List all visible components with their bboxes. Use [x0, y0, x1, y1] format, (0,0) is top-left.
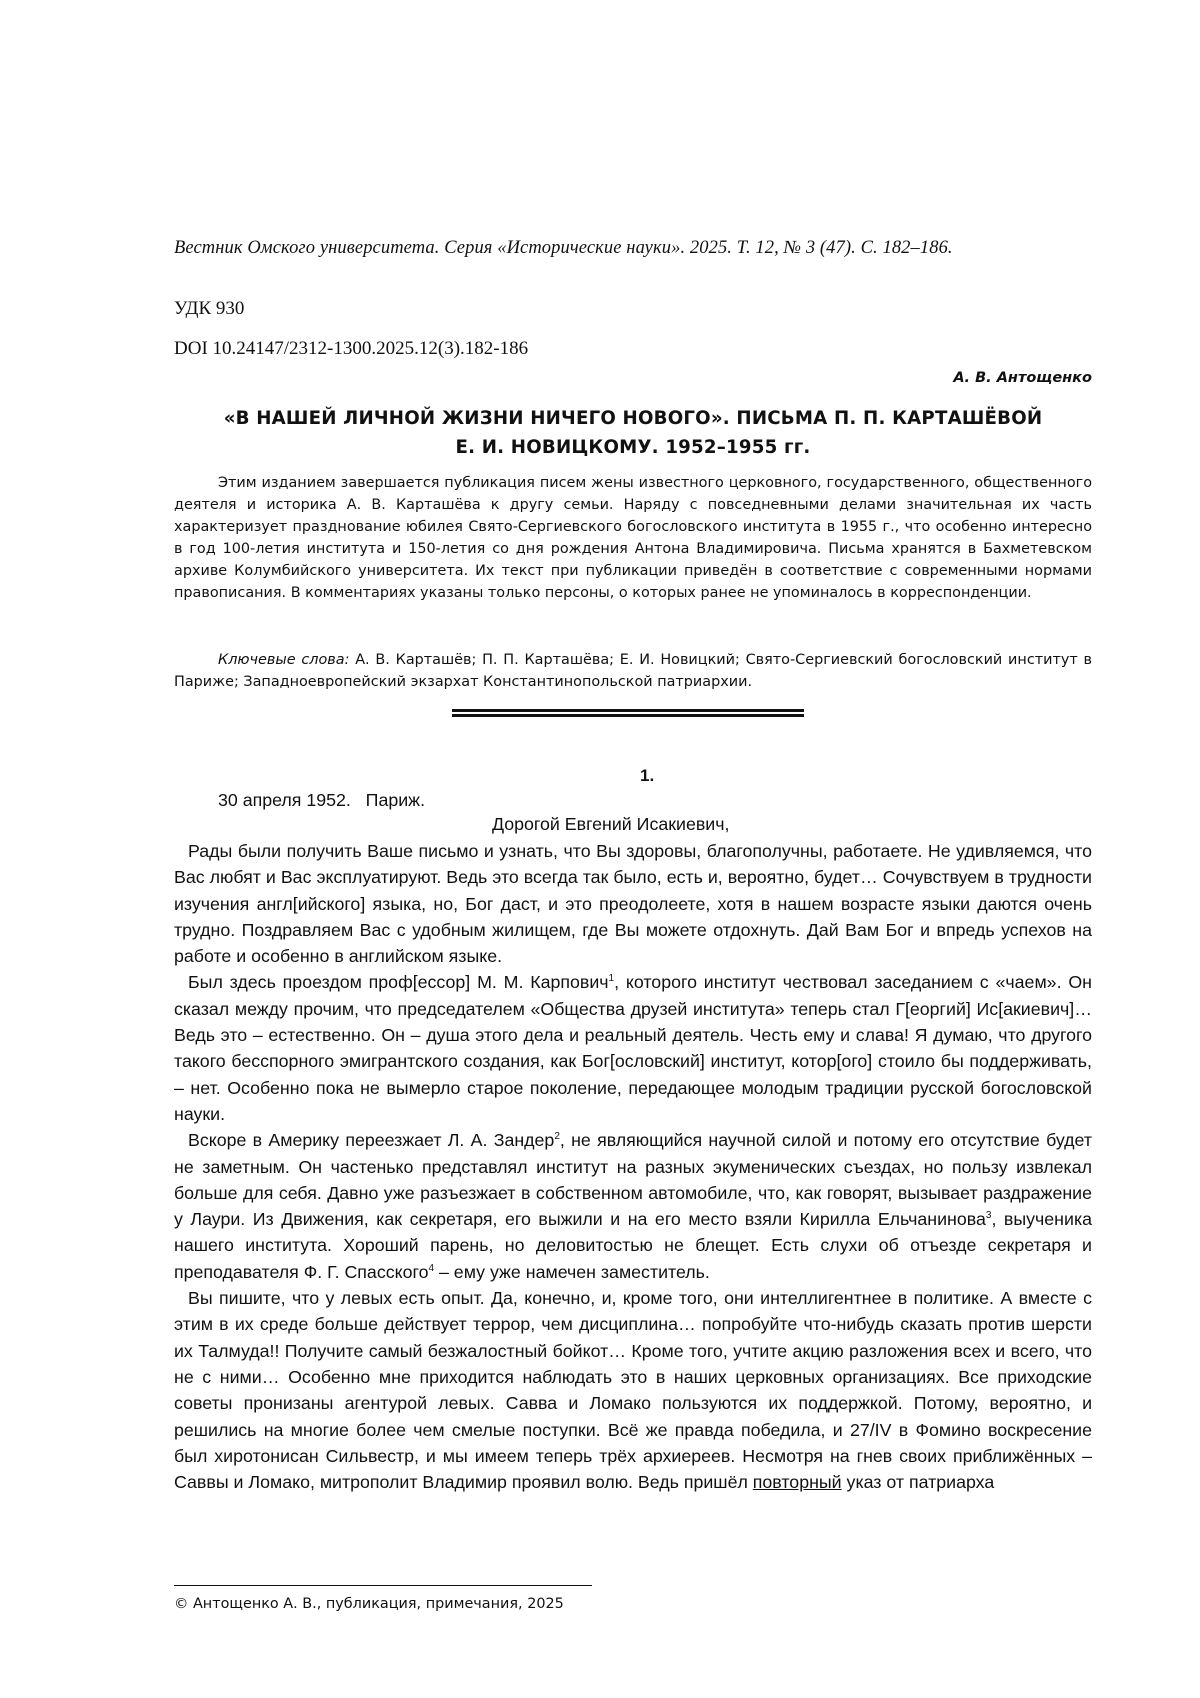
letter-paragraph: Рады были получить Ваше письмо и узнать, что Вы здоровы, благополучны, работаете. Не удивляемся, что Вас любят и Вас эксплуатируют. Ведь это всегда так было, есть и, вероятно, будет… Сочувствуем в трудности изучения англ[ийского] языка, но, Бог даст, и это преодолеете, хотя в нашем возрасте языки даются очень трудно. Поздравляем Вас с удобным жилищем, где Вы можете отдохнуть. Дай Вам Бог и впредь успехов на работе и особенно в английском языке.	[174, 841, 1092, 967]
footnote-ref: 2	[554, 1131, 560, 1143]
keywords	[174, 649, 1092, 693]
footnote-ref: 3	[985, 1210, 992, 1222]
title-line-2: Е. И. НОВИЦКОМУ. 1952–1955 гг.	[455, 437, 811, 458]
journal-citation: Вестник Омского университета. Серия «Исторические науки». 2025. Т. 12, № 3 (47). С. 182–186.	[174, 238, 953, 258]
doi: DOI 10.24147/2312-1300.2025.12(3).182-186	[174, 338, 529, 359]
section-divider	[452, 709, 804, 717]
footnote-ref: 1	[608, 973, 615, 985]
letter-number: 1.	[640, 766, 655, 785]
keywords-list: А. В. Карташёв; П. П. Карташёва; Е. И. Новицкий; Свято-Сергиевский богословский институт в Париже; Западноевропейский экзархат Константинопольской патриархии.	[174, 652, 1092, 690]
underlined-word: повторный	[752, 1472, 842, 1493]
title-line-1: «В НАШЕЙ ЛИЧНОЙ ЖИЗНИ НИЧЕГО НОВОГО». ПИСЬМА П. П. КАРТАШЁВОЙ	[223, 408, 1043, 429]
udk-code: УДК 930	[174, 298, 245, 319]
letter-greeting: Дорогой Евгений Исакиевич,	[492, 814, 730, 834]
letter-body	[174, 838, 1092, 1495]
abstract: Этим изданием завершается публикация писем жены известного церковного, государственного, общественного деятеля и историка А. В. Карташёва к другу семьи. Наряду с повседневными делами значительная их часть характеризует празднование юбилея Свято-Сергиевского богословского института в 1955 г., что особенно интересно в год 100-летия института и 150-летия со дня рождения Антона Владимировича. Письма хранятся в Бахметевском архиве Колумбийского университета. Их текст при публикации приведён в соответствие с современными нормами правописания. В комментариях указаны только персоны, о которых ранее не упоминалось в корреспонденции.	[174, 475, 1092, 601]
letter-paragraph: Был здесь проездом проф[ессор] М. М. Карпович$^1$, которого институт чествовал заседанием с «чаем». Он сказал между прочим, что председателем «Общества друзей института» теперь стал Г[еоргий] Ис[акиевич]… Ведь это – естественно. Он – душа этого дела и реальный деятель. Честь ему и слава! Я думаю, что другого такого бесспорного эмигрантского создания, как Бог[ословский] институт, котор[ого] стоило бы поддерживать, – нет. Особенно пока не вымерло старое поколение, передающее молодым традиции русской богословской науки.	[174, 972, 1092, 1124]
article-title	[174, 404, 1092, 462]
article-author: А. В. Антощенко	[953, 370, 1092, 386]
letter-paragraph: Вскоре в Америку переезжает Л. А. Зандер$^2$, не являющийся научной силой и потому его отсутствие будет не заметным. Он частенько представлял институт на разных экуменических съездах, но пользу извлекал больше для себя. Давно уже разъезжает в собственном автомобиле, что, как говорят, вызывает раздражение у Лаури. Из Движения, как секретаря, его выжили и на его место взяли Кирилла Ельчанинова$^3$, выученика нашего института. Хороший парень, но деловитостью не блещет. Есть слухи об отъезде секретаря и преподавателя Ф. Г. Спасского$^4$ – ему уже намечен заместитель.	[174, 1130, 1092, 1282]
letter-dateline: 30 апреля 1952. Париж.	[218, 790, 426, 810]
footnote-ref: 4	[428, 1262, 435, 1274]
keywords-label: Ключевые слова:	[218, 652, 350, 668]
footnote-rule	[174, 1585, 592, 1586]
copyright-note: © Антощенко А. В., публикация, примечания, 2025	[174, 1596, 564, 1612]
letter-paragraph: Вы пишите, что у левых есть опыт. Да, конечно, и, кроме того, они интеллигентнее в политике. А вместе с этим в их среде больше действует террор, чем дисциплина… попробуйте что-нибудь сказать против шерсти их Талмуда!! Получите самый безжалостный бойкот… Кроме того, учтите акцию разложения всех и всего, что не с ними… Особенно мне приходится наблюдать это в наших церковных организациях. Все приходские советы пронизаны агентурой левых. Савва и Ломако пользуются их поддержкой. Потому, вероятно, и решились на многие более чем смелые поступки. Всё же правда победила, и 27/IV в Фомино воскресение был хиротонисан Сильвестр, и мы имеем теперь трёх архиереев. Несмотря на гнев своих приближённых – Саввы и Ломако, митрополит Владимир проявил волю. Ведь пришёл повторный указ от патриарха	[174, 1288, 1092, 1493]
